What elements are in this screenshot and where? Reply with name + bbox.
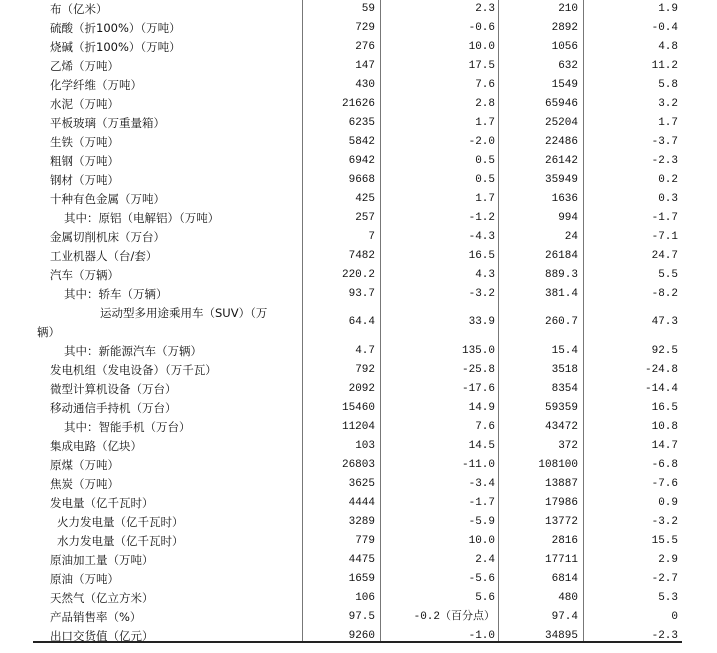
current-month-growth: 2.8 [475,98,495,110]
table-row [0,627,717,646]
product-name-cell [0,570,300,589]
product-name-cell [0,57,300,76]
product-name: 布（亿米） [50,2,108,16]
product-name-cell [0,627,300,646]
current-month-growth: 1.7 [475,117,495,129]
cumulative-value: 1056 [551,41,578,53]
current-month-value: 220.2 [341,269,375,281]
current-month-growth: -4.3 [468,231,495,243]
cumulative-value: 65946 [544,98,578,110]
product-name-cell [0,152,300,171]
cumulative-value: 108100 [538,459,578,471]
current-month-value: 147 [355,60,375,72]
cumulative-growth: 0 [671,611,678,623]
current-month-growth: 2.3 [475,3,495,15]
product-name: 其中：智能手机（万台） [64,420,191,434]
current-month-value: 779 [355,535,375,547]
current-month-value: 3625 [348,478,375,490]
product-name: 平板玻璃（万重量箱） [50,116,165,130]
current-month-growth: 135.0 [461,345,495,357]
cumulative-growth: -7.6 [651,478,678,490]
current-month-growth: -3.2 [468,288,495,300]
cumulative-growth: 1.7 [658,117,678,129]
table-row [0,0,717,19]
current-month-growth: 10.0 [468,535,495,547]
current-month-value: 97.5 [348,611,375,623]
table-row [0,532,717,551]
product-name-cell [0,285,300,304]
current-month-value: 3289 [348,516,375,528]
table-row [0,513,717,532]
product-name-cell [0,171,300,190]
product-name: 十种有色金属（万吨） [50,192,165,206]
table-row [0,342,717,361]
cumulative-growth: 16.5 [651,402,678,414]
product-name: 硫酸（折100%）（万吨） [50,21,181,35]
cumulative-value: 3518 [551,364,578,376]
product-name: 移动通信手持机（万台） [50,401,177,415]
current-month-value: 15460 [341,402,375,414]
current-month-growth: 10.0 [468,41,495,53]
current-month-growth: 0.5 [475,174,495,186]
current-month-growth: -17.6 [461,383,495,395]
current-month-value: 2092 [348,383,375,395]
product-name: 乙烯（万吨） [50,59,119,73]
cumulative-growth: -3.2 [651,516,678,528]
table-row [0,19,717,38]
current-month-growth: 1.7 [475,193,495,205]
current-month-value: 6942 [348,155,375,167]
table-row [0,171,717,190]
product-name-cell [0,76,300,95]
cumulative-value: 17711 [544,554,578,566]
product-name-cell [0,494,300,513]
current-month-value: 11204 [341,421,375,433]
cumulative-growth: -2.3 [651,630,678,642]
cumulative-value: 260.7 [544,316,578,328]
current-month-growth: -5.6 [468,573,495,585]
current-month-value: 7482 [348,250,375,262]
table-row [0,266,717,285]
current-month-value: 21626 [341,98,375,110]
current-month-value: 93.7 [348,288,375,300]
product-name: 原煤（万吨） [50,458,119,472]
product-name-cell [0,19,300,38]
current-month-value: 792 [355,364,375,376]
current-month-value: 64.4 [348,316,375,328]
product-name-cell [0,247,300,266]
cumulative-growth: -14.4 [644,383,678,395]
product-name-continued: 辆） [37,325,60,339]
product-name: 产品销售率（%） [50,610,142,624]
table-row [0,437,717,456]
product-name: 工业机器人（台/套） [50,249,158,263]
current-month-value: 430 [355,79,375,91]
current-month-value: 1659 [348,573,375,585]
product-name-cell [0,513,300,532]
product-name: 烧碱（折100%）（万吨） [50,40,181,54]
table-row [0,361,717,380]
cumulative-value: 13772 [544,516,578,528]
cumulative-value: 43472 [544,421,578,433]
cumulative-growth: 1.9 [658,3,678,15]
cumulative-value: 994 [558,212,578,224]
product-name: 微型计算机设备（万台） [50,382,177,396]
product-name-cell [0,190,300,209]
product-name: 原油加工量（万吨） [50,553,154,567]
current-month-growth: 33.9 [468,316,495,328]
table-row [0,570,717,589]
product-name: 其中：原铝（电解铝）（万吨） [64,211,220,225]
current-month-growth: -11.0 [461,459,495,471]
product-name: 化学纤维（万吨） [50,78,142,92]
table-row [0,247,717,266]
table-row [0,57,717,76]
cumulative-value: 22486 [544,136,578,148]
cumulative-value: 97.4 [551,611,578,623]
cumulative-value: 632 [558,60,578,72]
cumulative-value: 26184 [544,250,578,262]
table-row [0,304,717,342]
cumulative-growth: 24.7 [651,250,678,262]
current-month-growth: -1.2 [468,212,495,224]
current-month-growth: 17.5 [468,60,495,72]
cumulative-growth: -24.8 [644,364,678,376]
current-month-growth: -1.7 [468,497,495,509]
product-name: 火力发电量（亿千瓦时） [57,515,184,529]
product-name-cell [0,0,300,19]
product-name-cell [0,209,300,228]
table-row [0,418,717,437]
cumulative-value: 889.3 [544,269,578,281]
cumulative-value: 24 [564,231,578,243]
cumulative-value: 35949 [544,174,578,186]
table-row [0,551,717,570]
cumulative-growth: 5.3 [658,592,678,604]
cumulative-growth: 10.8 [651,421,678,433]
cumulative-growth: 0.3 [658,193,678,205]
product-name: 发电量（亿千瓦时） [50,496,154,510]
cumulative-value: 25204 [544,117,578,129]
table-row [0,589,717,608]
cumulative-growth: 92.5 [651,345,678,357]
current-month-value: 9668 [348,174,375,186]
current-month-value: 9260 [348,630,375,642]
cumulative-growth: 0.9 [658,497,678,509]
product-name-cell [0,361,300,380]
current-month-value: 4475 [348,554,375,566]
cumulative-value: 59359 [544,402,578,414]
current-month-growth: 14.5 [468,440,495,452]
current-month-value: 729 [355,22,375,34]
product-name-cell [0,418,300,437]
cumulative-value: 17986 [544,497,578,509]
cumulative-value: 381.4 [544,288,578,300]
current-month-value: 103 [355,440,375,452]
current-month-value: 106 [355,592,375,604]
current-month-value: 7 [368,231,375,243]
cumulative-growth: -0.4 [651,22,678,34]
cumulative-growth: 11.2 [651,60,678,72]
cumulative-growth: 4.8 [658,41,678,53]
current-month-value: 276 [355,41,375,53]
product-name-cell [0,133,300,152]
cumulative-growth: -6.8 [651,459,678,471]
cumulative-growth: 15.5 [651,535,678,547]
cumulative-value: 26142 [544,155,578,167]
cumulative-growth: -1.7 [651,212,678,224]
current-month-growth: 7.6 [475,79,495,91]
product-name-cell [0,532,300,551]
product-name-cell [0,266,300,285]
cumulative-growth: -3.7 [651,136,678,148]
table-row [0,380,717,399]
product-name-cell [0,114,300,133]
table-row [0,475,717,494]
table-row [0,228,717,247]
current-month-growth: -25.8 [461,364,495,376]
current-month-growth: 2.4 [475,554,495,566]
table-row [0,114,717,133]
current-month-value: 4444 [348,497,375,509]
table-row [0,76,717,95]
current-month-growth: -1.0 [468,630,495,642]
product-name-cell [0,608,300,627]
product-name-cell [0,589,300,608]
table-row [0,399,717,418]
cumulative-value: 2816 [551,535,578,547]
cumulative-value: 2892 [551,22,578,34]
product-name: 水力发电量（亿千瓦时） [57,534,184,548]
table-row [0,608,717,627]
product-name-cell [0,551,300,570]
cumulative-value: 8354 [551,383,578,395]
cumulative-growth: -7.1 [651,231,678,243]
cumulative-growth: -2.3 [651,155,678,167]
table-row [0,190,717,209]
table-row [0,38,717,57]
current-month-growth: 0.5 [475,155,495,167]
cumulative-value: 1549 [551,79,578,91]
product-name-cell [0,456,300,475]
product-name: 原油（万吨） [50,572,119,586]
table-row [0,209,717,228]
cumulative-growth: 5.5 [658,269,678,281]
current-month-growth: 7.6 [475,421,495,433]
product-name-cell [0,38,300,57]
cumulative-value: 15.4 [551,345,578,357]
current-month-value: 26803 [341,459,375,471]
product-name-cell [0,399,300,418]
product-name: 汽车（万辆） [50,268,119,282]
current-month-growth: 4.3 [475,269,495,281]
cumulative-growth: 0.2 [658,174,678,186]
product-name-cell [0,95,300,114]
cumulative-growth: 14.7 [651,440,678,452]
product-name: 焦炭（万吨） [50,477,119,491]
product-name: 金属切削机床（万台） [50,230,165,244]
cumulative-growth: 2.9 [658,554,678,566]
cumulative-growth: 3.2 [658,98,678,110]
product-name: 其中：新能源汽车（万辆） [64,344,202,358]
product-name: 集成电路（亿块） [50,439,142,453]
current-month-growth: 14.9 [468,402,495,414]
table-row [0,456,717,475]
current-month-growth: -2.0 [468,136,495,148]
current-month-growth: 5.6 [475,592,495,604]
product-name: 水泥（万吨） [50,97,119,111]
cumulative-value: 480 [558,592,578,604]
current-month-growth: -3.4 [468,478,495,490]
current-month-value: 6235 [348,117,375,129]
table-row [0,152,717,171]
current-month-value: 4.7 [355,345,375,357]
cumulative-growth: -2.7 [651,573,678,585]
table-row [0,133,717,152]
current-month-growth: -5.9 [468,516,495,528]
current-month-value: 257 [355,212,375,224]
product-name: 其中：轿车（万辆） [64,287,168,301]
cumulative-value: 1636 [551,193,578,205]
cumulative-value: 210 [558,3,578,15]
cumulative-growth: 5.8 [658,79,678,91]
table-row [0,95,717,114]
cumulative-growth: 47.3 [651,316,678,328]
current-month-value: 5842 [348,136,375,148]
current-month-value: 59 [361,3,375,15]
current-month-value: 425 [355,193,375,205]
product-name: 天然气（亿立方米） [50,591,154,605]
current-month-growth: -0.6 [468,22,495,34]
product-name: 钢材（万吨） [50,173,119,187]
product-name-cell [0,437,300,456]
cumulative-value: 13887 [544,478,578,490]
product-name-cell [0,380,300,399]
table-row [0,494,717,513]
product-name-cell [0,342,300,361]
product-name: 出口交货值（亿元） [50,629,154,643]
product-name: 运动型多用途乘用车（SUV）（万 [100,306,268,320]
product-name: 发电机组（发电设备）（万千瓦） [50,363,217,377]
cumulative-growth: -8.2 [651,288,678,300]
product-name-cell [0,475,300,494]
cumulative-value: 34895 [544,630,578,642]
current-month-growth: 16.5 [468,250,495,262]
current-month-growth: -0.2（百分点） [413,611,495,623]
cumulative-value: 6814 [551,573,578,585]
product-name: 粗钢（万吨） [50,154,119,168]
cumulative-value: 372 [558,440,578,452]
product-name-cell [0,304,300,342]
product-name-cell [0,228,300,247]
product-name: 生铁（万吨） [50,135,119,149]
table-row [0,285,717,304]
